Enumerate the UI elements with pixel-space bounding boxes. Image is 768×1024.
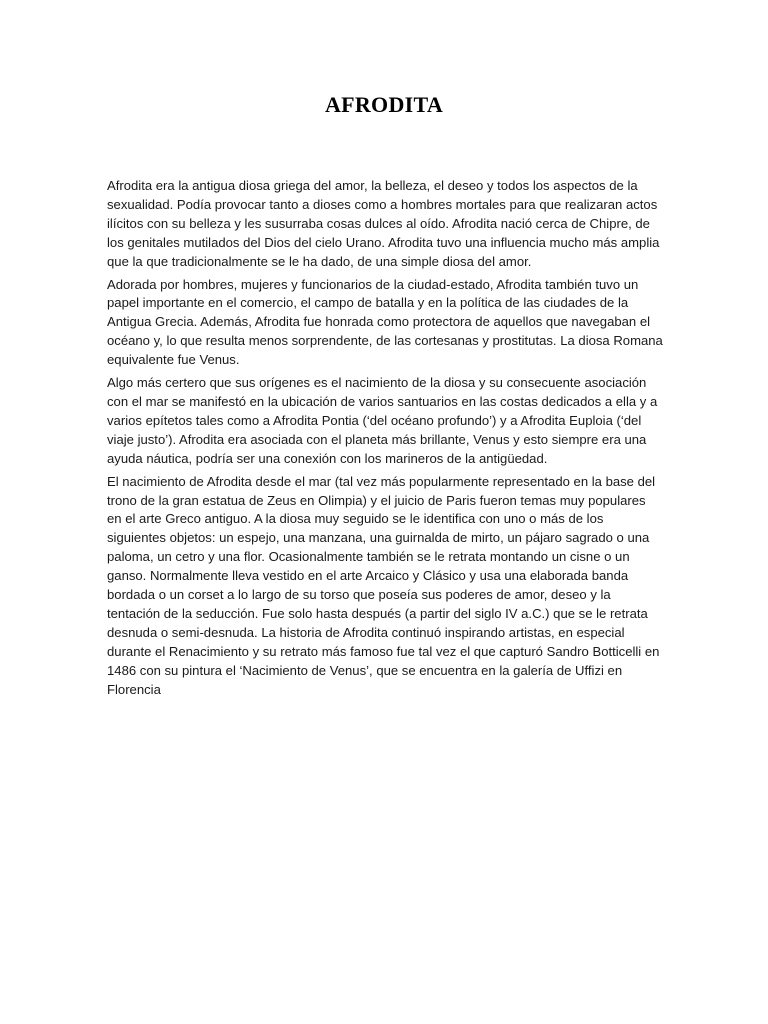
paragraph-art-history: El nacimiento de Afrodita desde el mar (tal vez más popularmente representado en la base del trono de la gran estatua de Zeus en Olimpia) y el juicio de Paris fueron temas muy populares en el arte Greco antiguo. A la diosa muy seguido se le identifica con uno o más de los siguientes objetos: un espejo, una manzana, una guirnalda de mirto, un pájaro sagrado o una paloma, un cetro y una flor. Ocasionalmente también se le retrata montando un cisne o un ganso. Normalmente lleva vestido en el arte Arcaico y Clásico y usa una elaborada banda bordada o un corset a lo largo de su torso que poseía sus poderes de amor, deseo y la tentación de la seducción. Fue solo hasta después (a partir del siglo IV a.C.) que se le retrata desnuda o semi-desnuda. La historia de Afrodita continuó inspirando artistas, en especial durante el Renacimiento y su retrato más famoso fue tal vez el que capturó Sandro Botticelli en 1486 con su pintura el ‘Nacimiento de Venus’, que se encuentra en la galería de Uffizi en Florencia [107, 473, 660, 697]
document-body [107, 177, 663, 703]
paragraph-sea-association: Algo más certero que sus orígenes es el nacimiento de la diosa y su consecuente asociación con el mar se manifestó en la ubicación de varios santuarios en las costas dedicados a ella y a varios epítetos tales como a Afrodita Pontia (‘del océano profundo’) y a Afrodita Euploia (‘del viaje justo’). Afrodita era asociada con el planeta más brillante, Venus y esto siempre era una ayuda náutica, podría ser una conexión con los marineros de la antigüedad. [107, 375, 658, 466]
paragraph-worship: Adorada por hombres, mujeres y funcionarios de la ciudad-estado, Afrodita también tuvo un papel importante en el comercio, el campo de batalla y en la política de las ciudades de la Antigua Grecia. Además, Afrodita fue honrada como protectora de aquellos que navegaban el océano y, lo que resulta menos sorprendente, de las cortesanas y prostitutas. La diosa Romana equivalente fue Venus. [107, 276, 663, 368]
document-title: AFRODITA [324, 92, 444, 117]
paragraph-origin: Afrodita era la antigua diosa griega del amor, la belleza, el deseo y todos los aspectos de la sexualidad. Podía provocar tanto a dioses como a hombres mortales para que realizaran actos ilícitos con su belleza y les susurraba cosas dulces al oído. Afrodita nació cerca de Chipre, de los genitales mutilados del Dios del cielo Urano. Afrodita tuvo una influencia mucho más amplia que la que tradicionalmente se le ha dado, de una simple diosa del amor. [107, 178, 660, 269]
